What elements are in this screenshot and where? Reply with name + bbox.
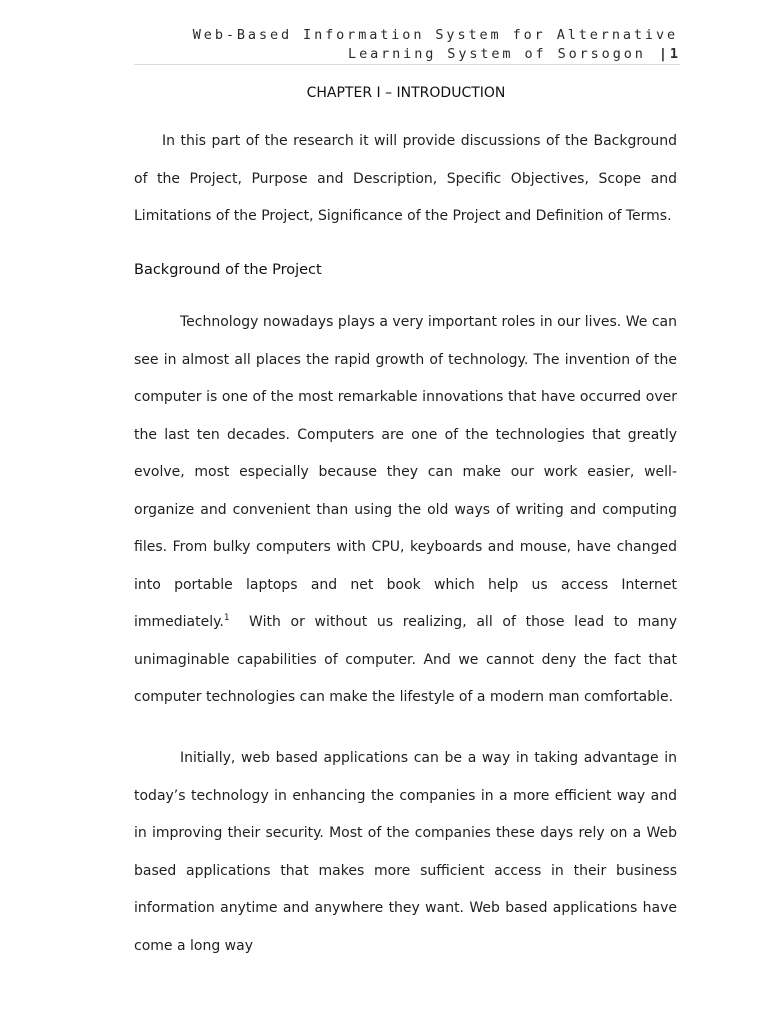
background-paragraph-1-continued: With or without us realizing, all of those lead to many unimaginable capabilities of computer. And we cannot deny the fact that computer technologies can make the lifestyle of a modern man comfortable. [134, 614, 682, 705]
header-separator: | [658, 46, 670, 62]
footnote-reference: 1 [223, 613, 230, 623]
header-title-line-1: Web-Based Information System for Alternative [192, 27, 678, 43]
chapter-title: CHAPTER I – INTRODUCTION [306, 85, 506, 101]
header-divider [134, 64, 680, 65]
header-title-line-2-text: Learning System of Sorsogon [348, 46, 646, 62]
section-heading-background: Background of the Project [134, 262, 322, 278]
header-title-line-2 [118, 45, 678, 64]
background-paragraph-2: Initially, web based applications can be a way in taking advantage in today’s technology in enhancing the companies in a more efficient way and in improving their security. Most of the companies these days rely on a Web based applications that makes more sufficient access in their business information anytime and anywhere they want. Web based applications have come a long way [134, 750, 677, 954]
running-header [118, 26, 678, 64]
intro-paragraph: In this part of the research it will provide discussions of the Background of the Project, Purpose and Description, Specific Objectives, Scope and Limitations of the Project, Significance of the Project and Definition of Terms. [134, 133, 677, 224]
background-paragraph-1-text: Technology nowadays plays a very important roles in our lives. We can see in almost all places the rapid growth of technology. The invention of the computer is one of the most remarkable innovations that have occurred over the last ten decades. Computers are one of the technologies that greatly evolve, most especially because they can make our work easier, well-organize and convenient than using the old ways of writing and computing files. From bulky computers with CPU, keyboards and mouse, have changed into portable laptops and net book which help us access Internet immediately. [134, 314, 677, 630]
page-number: 1 [669, 46, 678, 62]
background-paragraph-1 [134, 304, 682, 717]
